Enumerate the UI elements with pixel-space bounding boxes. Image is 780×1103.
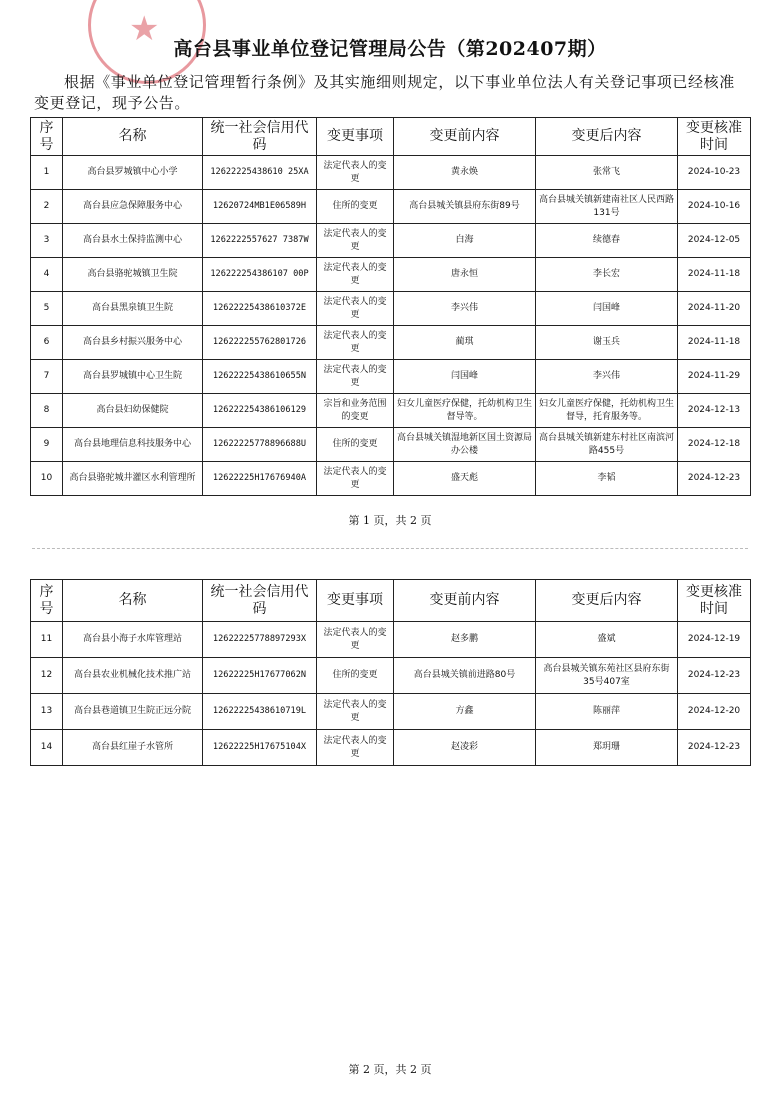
row-number: 13 — [31, 694, 63, 730]
approval-date: 2024-12-23 — [678, 658, 751, 694]
unit-name: 高台县骆驼城镇卫生院 — [63, 258, 203, 292]
approval-date: 2024-12-19 — [678, 622, 751, 658]
approval-date: 2024-12-20 — [678, 694, 751, 730]
col-header-name: 名称 — [63, 118, 203, 156]
content-before: 高台县城关镇县府东街89号 — [394, 190, 536, 224]
change-item: 法定代表人的变更 — [317, 258, 394, 292]
credit-code: 126222254386106129 — [203, 394, 317, 428]
content-before: 赵凌彩 — [394, 730, 536, 766]
table-row — [31, 694, 751, 730]
row-number: 9 — [31, 428, 63, 462]
row-number: 14 — [31, 730, 63, 766]
col-header-date: 变更核准时间 — [678, 118, 751, 156]
change-item: 法定代表人的变更 — [317, 694, 394, 730]
row-number: 4 — [31, 258, 63, 292]
content-after: 高台县城关镇新建东村社区南滨河路455号 — [536, 428, 678, 462]
change-item: 法定代表人的变更 — [317, 360, 394, 394]
unit-name: 高台县骆驼城井灌区水利管理所 — [63, 462, 203, 496]
table-row — [31, 190, 751, 224]
credit-code: 12622225438610 25XA — [203, 156, 317, 190]
credit-code: 12622225778896688U — [203, 428, 317, 462]
approval-date: 2024-11-18 — [678, 258, 751, 292]
table-row — [31, 730, 751, 766]
col-header-code: 统一社会信用代码 — [203, 580, 317, 622]
col-header-no: 序号 — [31, 580, 63, 622]
change-item: 法定代表人的变更 — [317, 156, 394, 190]
row-number: 3 — [31, 224, 63, 258]
row-number: 11 — [31, 622, 63, 658]
content-before: 方鑫 — [394, 694, 536, 730]
registration-table-page-2 — [30, 579, 751, 766]
change-item: 法定代表人的变更 — [317, 462, 394, 496]
credit-code: 12622225438610655N — [203, 360, 317, 394]
table-row — [31, 462, 751, 496]
col-header-item: 变更事项 — [317, 118, 394, 156]
change-item: 住所的变更 — [317, 190, 394, 224]
table-row — [31, 156, 751, 190]
change-item: 法定代表人的变更 — [317, 730, 394, 766]
approval-date: 2024-11-18 — [678, 326, 751, 360]
unit-name: 高台县红崖子水管所 — [63, 730, 203, 766]
intro-paragraph: 根据《事业单位登记管理暂行条例》及其实施细则规定，以下事业单位法人有关登记事项已经核准变更登记，现予公告。 — [34, 73, 735, 112]
credit-code: 12622225H17677062N — [203, 658, 317, 694]
approval-date: 2024-10-16 — [678, 190, 751, 224]
credit-code: 12620724MB1E06589H — [203, 190, 317, 224]
credit-code: 12622225H17676940A — [203, 462, 317, 496]
credit-code: 12622225438610372E — [203, 292, 317, 326]
row-number: 10 — [31, 462, 63, 496]
table-row — [31, 428, 751, 462]
approval-date: 2024-12-23 — [678, 730, 751, 766]
unit-name: 高台县黑泉镇卫生院 — [63, 292, 203, 326]
approval-date: 2024-12-05 — [678, 224, 751, 258]
row-number: 2 — [31, 190, 63, 224]
unit-name: 高台县罗城镇中心卫生院 — [63, 360, 203, 394]
content-after: 李长宏 — [536, 258, 678, 292]
unit-name: 高台县乡村振兴服务中心 — [63, 326, 203, 360]
credit-code: 1262222557627 7387W — [203, 224, 317, 258]
content-before: 李兴伟 — [394, 292, 536, 326]
row-number: 5 — [31, 292, 63, 326]
table-row — [31, 658, 751, 694]
content-after: 李韬 — [536, 462, 678, 496]
unit-name: 高台县水土保持监测中心 — [63, 224, 203, 258]
approval-date: 2024-12-18 — [678, 428, 751, 462]
col-header-after: 变更后内容 — [536, 580, 678, 622]
change-item: 法定代表人的变更 — [317, 622, 394, 658]
row-number: 7 — [31, 360, 63, 394]
approval-date: 2024-11-29 — [678, 360, 751, 394]
content-before: 蔺琪 — [394, 326, 536, 360]
content-before: 白海 — [394, 224, 536, 258]
col-header-item: 变更事项 — [317, 580, 394, 622]
content-after: 陈丽萍 — [536, 694, 678, 730]
change-item: 法定代表人的变更 — [317, 224, 394, 258]
registration-table-page-1 — [30, 117, 751, 496]
content-before: 黄永焕 — [394, 156, 536, 190]
table-row — [31, 224, 751, 258]
col-header-code: 统一社会信用代码 — [203, 118, 317, 156]
content-before: 妇女儿童医疗保健，托幼机构卫生督导等。 — [394, 394, 536, 428]
content-after: 高台县城关镇新建南社区人民西路131号 — [536, 190, 678, 224]
row-number: 12 — [31, 658, 63, 694]
content-after: 李兴伟 — [536, 360, 678, 394]
unit-name: 高台县应急保障服务中心 — [63, 190, 203, 224]
content-after: 张常飞 — [536, 156, 678, 190]
content-after: 闫国峰 — [536, 292, 678, 326]
content-before: 盛天彪 — [394, 462, 536, 496]
row-number: 8 — [31, 394, 63, 428]
notice-title: 高台县事业单位登记管理局公告（第202407期） — [173, 38, 607, 60]
unit-name: 高台县小海子水库管理站 — [63, 622, 203, 658]
col-header-before: 变更前内容 — [394, 118, 536, 156]
content-after: 高台县城关镇东苑社区县府东街35号407室 — [536, 658, 678, 694]
change-item: 宗旨和业务范围的变更 — [317, 394, 394, 428]
credit-code: 12622225438610719L — [203, 694, 317, 730]
change-item: 法定代表人的变更 — [317, 292, 394, 326]
unit-name: 高台县妇幼保健院 — [63, 394, 203, 428]
col-header-date: 变更核准时间 — [678, 580, 751, 622]
page-footer-2: 第 2 页，共 2 页 — [348, 1063, 432, 1076]
table-header-row — [31, 580, 751, 622]
content-before: 闫国峰 — [394, 360, 536, 394]
table-row — [31, 326, 751, 360]
table-row — [31, 292, 751, 326]
table-header-row — [31, 118, 751, 156]
content-after: 妇女儿童医疗保健，托幼机构卫生督导，托育服务等。 — [536, 394, 678, 428]
credit-code: 12622225778897293X — [203, 622, 317, 658]
col-header-before: 变更前内容 — [394, 580, 536, 622]
content-before: 唐永恒 — [394, 258, 536, 292]
approval-date: 2024-12-13 — [678, 394, 751, 428]
col-header-after: 变更后内容 — [536, 118, 678, 156]
star-icon: ★ — [129, 9, 160, 49]
approval-date: 2024-10-23 — [678, 156, 751, 190]
approval-date: 2024-11-20 — [678, 292, 751, 326]
unit-name: 高台县巷道镇卫生院正远分院 — [63, 694, 203, 730]
table-row — [31, 258, 751, 292]
table-row — [31, 360, 751, 394]
page-footer-1: 第 1 页，共 2 页 — [348, 514, 432, 527]
table-row — [31, 622, 751, 658]
approval-date: 2024-12-23 — [678, 462, 751, 496]
credit-code: 12622225H17675104X — [203, 730, 317, 766]
col-header-name: 名称 — [63, 580, 203, 622]
unit-name: 高台县罗城镇中心小学 — [63, 156, 203, 190]
unit-name: 高台县农业机械化技术推广站 — [63, 658, 203, 694]
table-row — [31, 394, 751, 428]
credit-code: 126222255762801726 — [203, 326, 317, 360]
content-before: 高台县城关镇湿地新区国土资源局办公楼 — [394, 428, 536, 462]
change-item: 住所的变更 — [317, 658, 394, 694]
credit-code: 126222254386107 00P — [203, 258, 317, 292]
content-after: 郑玥珊 — [536, 730, 678, 766]
content-after: 谢玉兵 — [536, 326, 678, 360]
row-number: 1 — [31, 156, 63, 190]
change-item: 住所的变更 — [317, 428, 394, 462]
col-header-no: 序号 — [31, 118, 63, 156]
change-item: 法定代表人的变更 — [317, 326, 394, 360]
content-before: 赵多鹏 — [394, 622, 536, 658]
page-divider — [32, 548, 748, 549]
unit-name: 高台县地理信息科技服务中心 — [63, 428, 203, 462]
content-before: 高台县城关镇前进路80号 — [394, 658, 536, 694]
row-number: 6 — [31, 326, 63, 360]
content-after: 续德春 — [536, 224, 678, 258]
content-after: 盛斌 — [536, 622, 678, 658]
